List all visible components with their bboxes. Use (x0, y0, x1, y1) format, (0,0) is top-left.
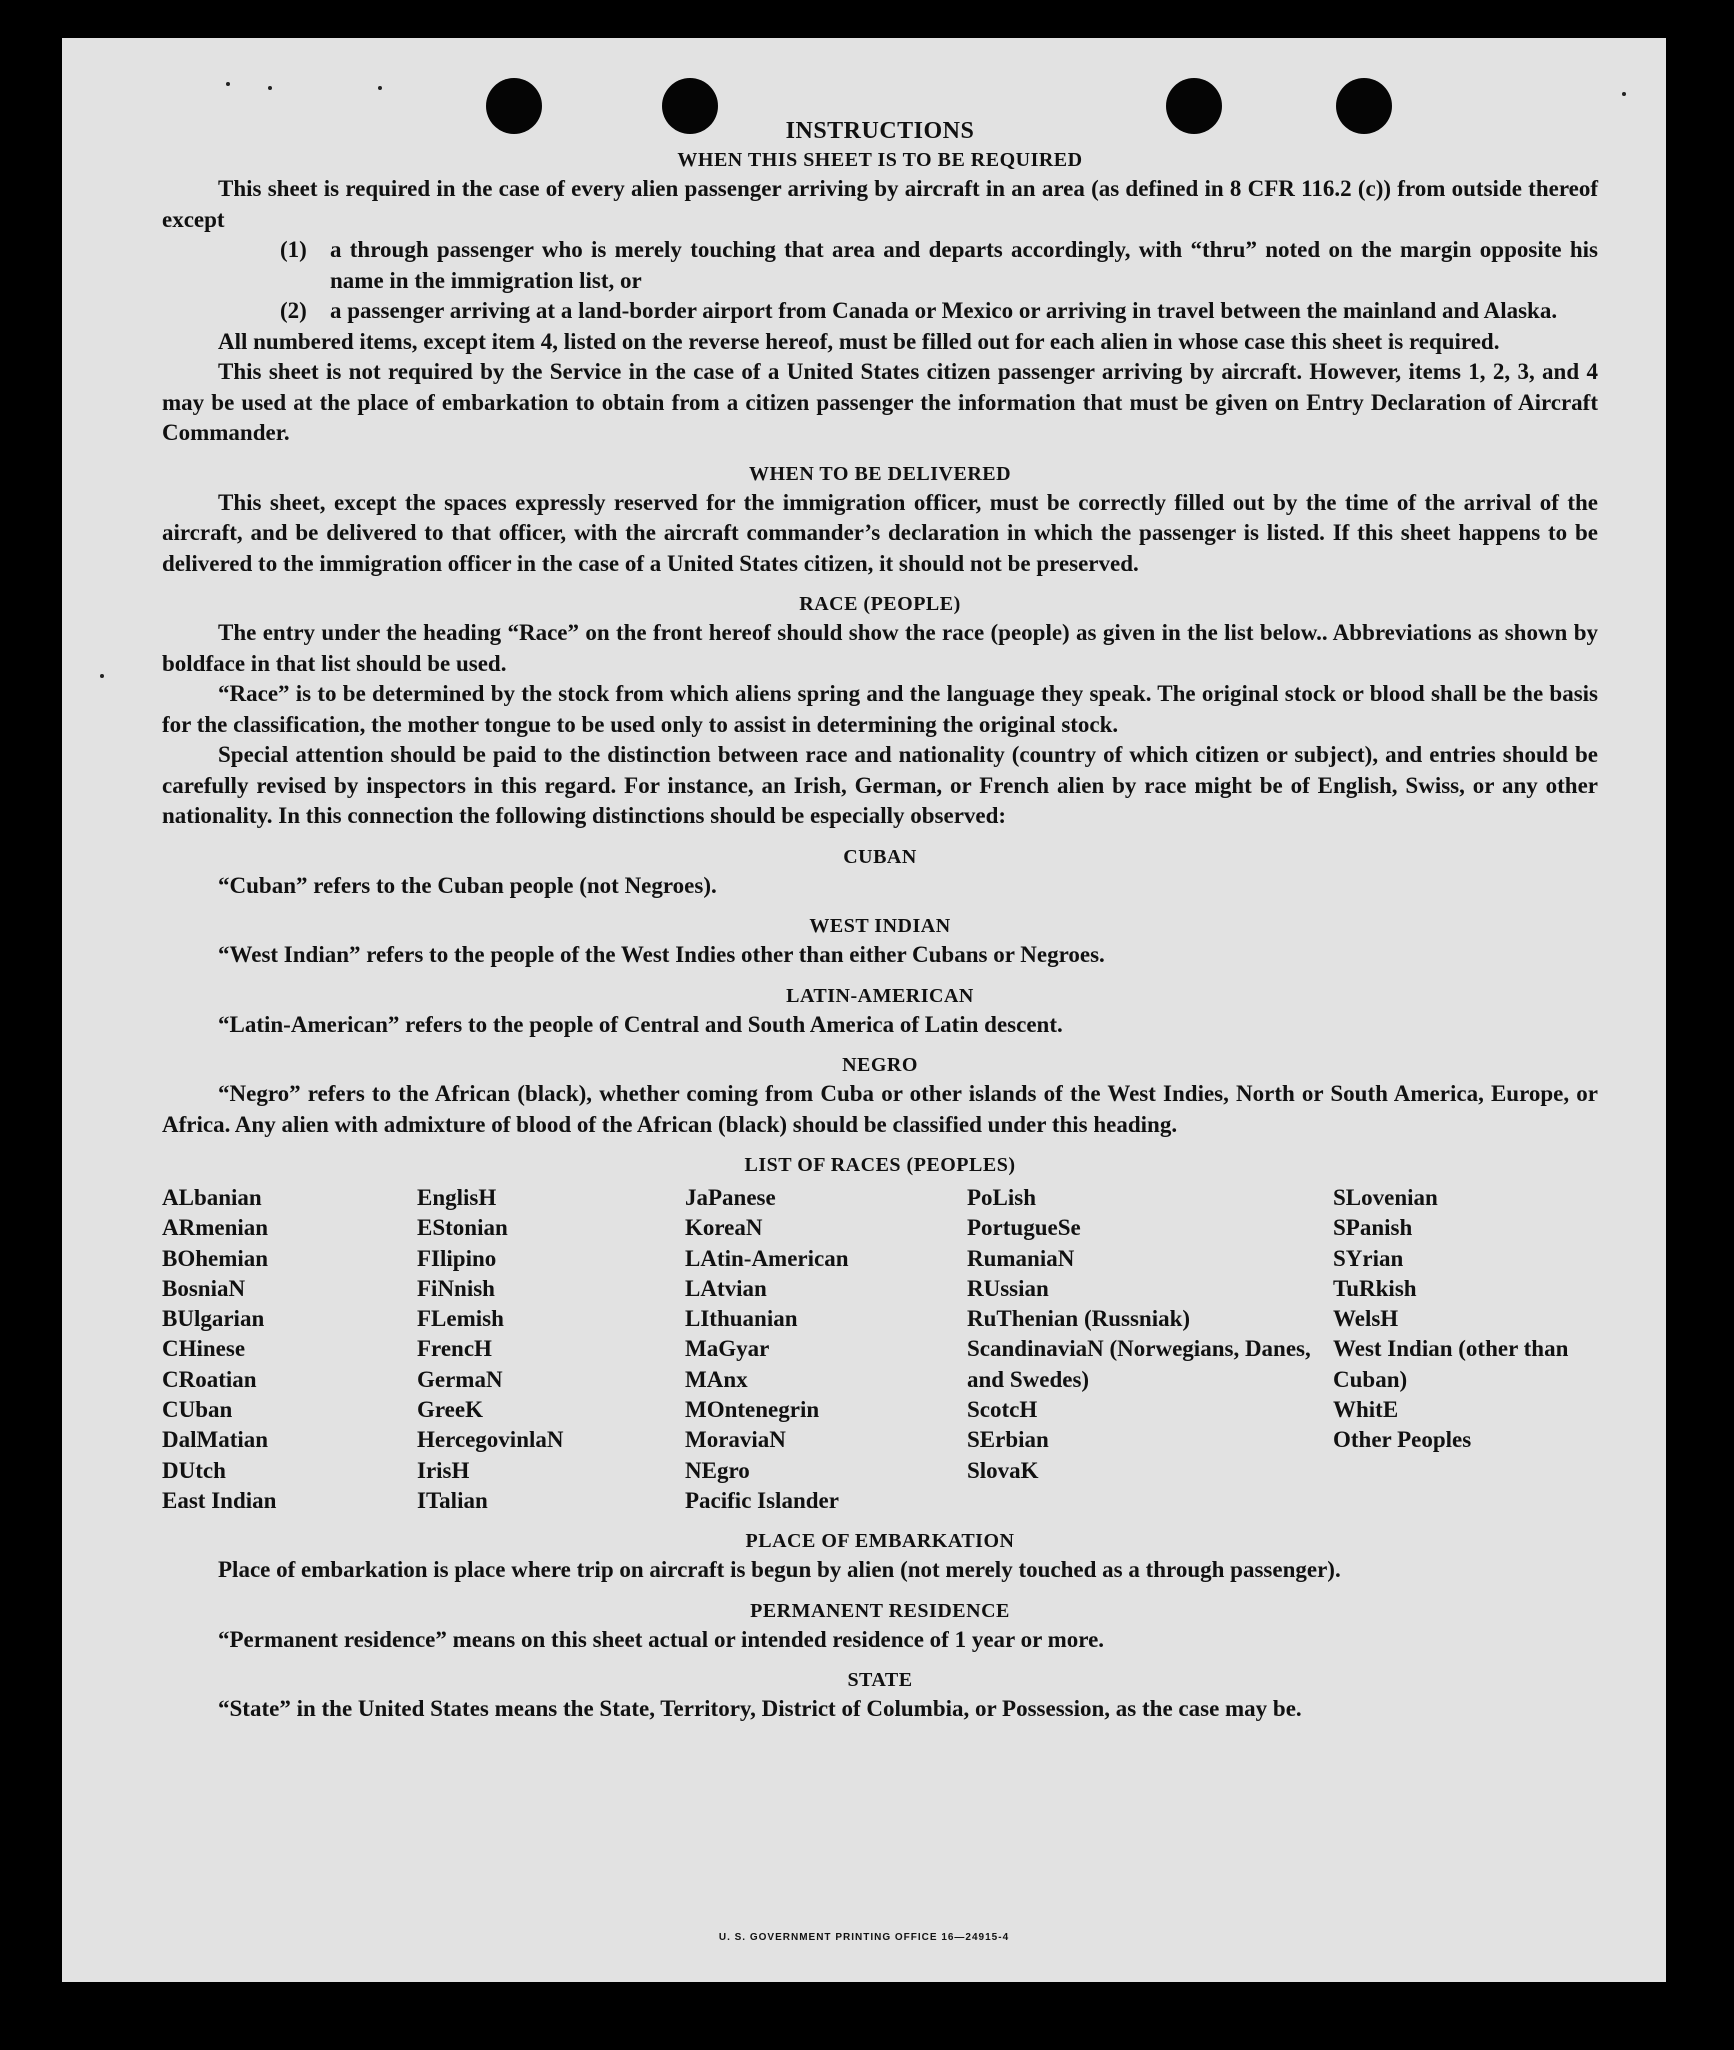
race-item: IrisH (417, 1457, 470, 1483)
speck (268, 86, 272, 90)
section-heading: NEGRO (842, 1054, 918, 1076)
race-item: SYrian (1333, 1245, 1404, 1271)
instructions-content (162, 118, 1598, 1725)
section-heading: WHEN TO BE DELIVERED (748, 462, 1012, 485)
races-column (1333, 1183, 1598, 1516)
race-item: East Indian (162, 1487, 277, 1513)
section-heading: LATIN-AMERICAN (786, 984, 974, 1007)
paragraph: Place of embarkation is place where trip on aircraft is begun by alien (not merely touched as a through passenger). (218, 1557, 1341, 1583)
races-list (162, 1183, 1598, 1516)
paragraph: This sheet is required in the case of every alien passenger arriving by aircraft in an area (as defined in 8 CFR 116.2 (c)) from outside thereof except (162, 176, 1598, 232)
race-item: LAtvian (685, 1275, 767, 1301)
section-heading: PLACE OF EMBARKATION (745, 1530, 1015, 1553)
race-item: MOntenegrin (685, 1397, 820, 1423)
paragraph: “State” in the United States means the State, Territory, District of Columbia, or Possession, as the case may be. (218, 1696, 1302, 1722)
page-title: INSTRUCTIONS (785, 118, 975, 144)
section-heading: CUBAN (843, 845, 917, 868)
race-item: JaPanese (685, 1185, 776, 1210)
paragraph: “Negro” refers to the African (black), whether coming from Cuba or other islands of the West Indies, North or South America, Europe, or Africa. Any alien with admixture of blood of the African (black) should be classified under this heading. (162, 1081, 1598, 1137)
section-heading: STATE (847, 1669, 913, 1692)
race-item: WelsH (1333, 1306, 1399, 1332)
race-item: RUssian (967, 1275, 1049, 1301)
race-item: DUtch (162, 1457, 226, 1483)
race-item: KoreaN (685, 1215, 763, 1241)
race-item: SlovaK (967, 1457, 1039, 1483)
race-item: FLemish (417, 1306, 504, 1332)
race-item: MaGyar (685, 1336, 770, 1362)
race-item: GermaN (417, 1366, 503, 1392)
race-item: FiNnish (417, 1275, 495, 1301)
races-column (162, 1183, 417, 1516)
race-item: BOhemian (162, 1245, 269, 1271)
paragraph: “West Indian” refers to the people of the West Indies other than either Cubans or Negroes. (218, 942, 1105, 967)
races-column (685, 1183, 967, 1516)
race-item: RuThenian (Russniak) (967, 1306, 1191, 1332)
paragraph: “Cuban” refers to the Cuban people (not Negroes). (218, 872, 717, 898)
speck (378, 86, 382, 90)
paragraph: Special attention should be paid to the distinction between race and nationality (country of which citizen or subject), and entries should be carefully revised by inspectors in this regard. For instance, an Irish, German, or French alien by race might be of English, Swiss, or any other nationality. In this connection the following distinctions should be especially observed: (162, 742, 1598, 828)
races-column (967, 1183, 1333, 1516)
document-sheet (62, 38, 1666, 1982)
speck (1622, 92, 1626, 96)
paragraph: “Permanent residence” means on this sheet actual or intended residence of 1 year or more. (218, 1626, 1105, 1652)
race-item: DalMatian (162, 1427, 269, 1453)
race-item: MoraviaN (685, 1427, 786, 1453)
race-item: CRoatian (162, 1366, 257, 1392)
race-item: SErbian (967, 1427, 1049, 1453)
race-item: FIlipino (417, 1245, 497, 1271)
section-heading: PERMANENT RESIDENCE (750, 1599, 1010, 1622)
race-item: SLovenian (1333, 1185, 1438, 1210)
speck (100, 674, 104, 678)
races-column (417, 1183, 685, 1516)
race-item: Pacific Islander (685, 1487, 839, 1513)
race-item: ScandinaviaN (Norwegians, Danes, and Swedes) (967, 1336, 1311, 1392)
race-item: PoLish (967, 1185, 1037, 1210)
race-item: RumaniaN (967, 1245, 1075, 1271)
race-item: LAtin-American (685, 1245, 849, 1271)
paragraph: “Race” is to be determined by the stock from which aliens spring and the language they speak. The original stock or blood shall be the basis for the classification, the mother tongue to be used only to assist in determining the original stock. (162, 681, 1598, 737)
paragraph: This sheet is not required by the Service in the case of a United States citizen passenger arriving by aircraft. However, items 1, 2, 3, and 4 may be used at the place of embarkation to obtain from a citizen passenger the information that must be given on Entry Declaration of Aircraft Commander. (162, 359, 1598, 445)
paragraph: The entry under the heading “Race” on the front hereof should show the race (people) as given in the list below.. Abbreviations as shown by boldface in that list should be used. (162, 620, 1598, 676)
enum-item: (1) a through passenger who is merely touching that area and departs accordingly, with “thru” noted on the margin opposite his name in the immigration list, or (280, 237, 1598, 293)
race-item: NEgro (685, 1457, 750, 1483)
race-item: EStonian (417, 1215, 508, 1241)
race-item: ScotcH (967, 1397, 1038, 1423)
section-heading: WEST INDIAN (809, 915, 951, 937)
race-item: CHinese (162, 1336, 246, 1362)
race-item: LIthuanian (685, 1306, 798, 1332)
printer-footer: U. S. GOVERNMENT PRINTING OFFICE 16—24915-4 (718, 1932, 1010, 1943)
speck (226, 82, 230, 86)
race-item: ARmenian (162, 1215, 269, 1241)
race-item: ITalian (417, 1487, 488, 1513)
race-item: GreeK (417, 1397, 483, 1423)
race-item: Other Peoples (1333, 1427, 1472, 1453)
race-item: WhitE (1333, 1397, 1399, 1423)
race-item: MAnx (685, 1366, 748, 1392)
section-heading: RACE (PEOPLE) (799, 593, 961, 615)
section-heading: LIST OF RACES (PEOPLES) (744, 1154, 1016, 1176)
race-item: CUban (162, 1397, 233, 1423)
race-item: EnglisH (417, 1185, 497, 1210)
race-item: BosniaN (162, 1275, 246, 1301)
paragraph: This sheet, except the spaces expressly reserved for the immigration officer, must be correctly filled out by the time of the arrival of the aircraft, and be delivered to that officer, with the aircraft commander’s declaration in which the passenger is listed. If this sheet happens to be delivered to the immigration officer in the case of a United States citizen, it should not be preserved. (162, 489, 1598, 576)
race-item: SPanish (1333, 1215, 1413, 1241)
race-item: West Indian (other than Cuban) (1333, 1336, 1569, 1392)
paragraph: “Latin-American” refers to the people of Central and South America of Latin descent. (218, 1011, 1063, 1037)
section-heading: WHEN THIS SHEET IS TO BE REQUIRED (677, 149, 1083, 171)
paragraph: All numbered items, except item 4, listed on the reverse hereof, must be filled out for each alien in whose case this sheet is required. (218, 328, 1500, 354)
race-item: TuRkish (1333, 1275, 1417, 1301)
race-item: FrencH (417, 1336, 492, 1362)
race-item: ALbanian (162, 1185, 262, 1210)
enum-item: (2) a passenger arriving at a land-border airport from Canada or Mexico or arriving in travel between the mainland and Alaska. (280, 298, 1558, 323)
race-item: PortugueSe (967, 1215, 1081, 1241)
race-item: HercegovinlaN (417, 1427, 564, 1453)
race-item: BUlgarian (162, 1306, 265, 1332)
